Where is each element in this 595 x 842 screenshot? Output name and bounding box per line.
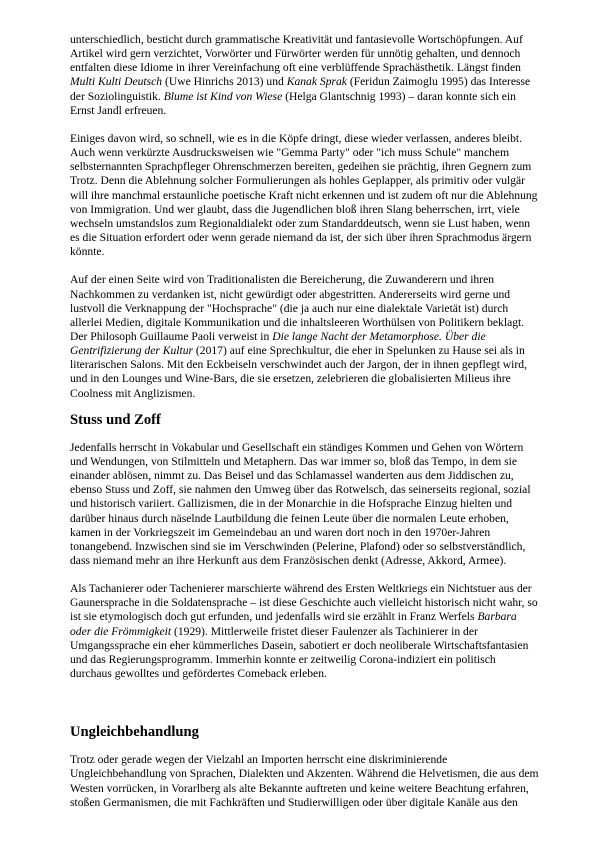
book-title-blume-ist-kind-von-wiese: Blume ist Kind von Wiese — [163, 89, 283, 103]
book-title-die-lange-nacht: Die lange Nacht der Metamorphose. Über die Gentrifizierung der Kultur — [70, 329, 486, 358]
paragraph-4: Jedenfalls herrscht in Vokabular und Gesellschaft ein ständiges Kommen und Gehen von Wörtern und Wendungen, von Stilmitteln und Metaphern. Das war immer so, bloß das Tempo, in dem sie einander ablösen, nimmt zu. Das Beisel und das Schlamassel wanderten aus dem Jiddischen zu, ebenso Stuss und Zoff, sie nahmen den Umweg über das Rotwelsch, das seinerseits regional, sozial und historisch variiert. Gallizismen, die in der Monarchie in die Hofsprache Einzug hielten und darüber hinaus durch näselnde Lautbildung die feinen Leute über die normalen Leute erhoben, kamen in der Vorkriegszeit im Gemeindebau an und waren dort noch in den 1970er-Jahren tonangebend. Inzwischen sind sie im Verschwinden (Pelerine, Plafond) oder so selbstverständlich, dass niemand mehr an ihre Herkunft aus dem Französischen denkt (Adresse, Akkord, Armee). — [70, 440, 531, 567]
section-heading-ungleichbehandlung: Ungleichbehandlung — [70, 724, 199, 741]
book-title-barbara-oder-die-froemmigkeit: Barbara oder die Frömmigkeit — [70, 610, 517, 638]
book-title-kanak-sprak: Kanak Sprak — [286, 75, 347, 89]
section-heading-stuss-und-zoff: Stuss und Zoff — [70, 411, 161, 428]
book-title-multi-kulti-deutsch: Multi Kulti Deutsch — [70, 75, 163, 89]
paragraph-5: Als Tachanierer oder Tachenierer marschierte während des Ersten Weltkriegs ein Nichtstuer aus der Gaunersprache in die Soldatensprache – ist diese Geschichte auch vielleicht historisch nicht wahr, so ist sie etymologisch doch gut erfunden, und jedenfalls wird sie erzählt in Franz Werfels Barbara oder die Frömmigkeit (1929). Mittlerweile fristet dieser Faulenzer als Tachinierer in der Umgangssprache ein eher kümmerliches Dasein, sabotiert er doch neoliberale Wirtschaftsfantasien und das Regierungsprogramm. Immerhin konnte er zeitweilig Corona-indiziert ein politisch durchaus gewolltes und gefördertes Comeback erleben. — [70, 582, 538, 681]
article-body — [70, 33, 540, 810]
paragraph-6: Trotz oder gerade wegen der Vielzahl an Importen herrscht eine diskriminierende Ungleichbehandlung von Sprachen, Dialekten und Akzenten. Während die Helvetismen, die aus dem Westen vorrücken, in Vorarlberg als alte Bekannte auftreten und keine weitere Beachtung erfahren, stoßen Germanismen, die mit Fachkräften und Studierwilligen oder über digitale Kanäle aus den — [70, 753, 539, 809]
paragraph-2: Einiges davon wird, so schnell, wie es in die Köpfe dringt, diese wieder verlassen, anderes bleibt. Auch wenn verkürzte Ausdrucksweisen wie "Gemma Party" oder "ich muss Schule" manchem selbsternannten Sprachpfleger Ohrenschmerzen bereiten, gedeihen sie prächtig, ihren Gegnern zum Trotz. Denn die Ablehnung solcher Formulierungen als hohles Geplapper, als primitiv oder vulgär will ihre manchmal erstaunliche poetische Kraft nicht erkennen und ist zudem oft nur die Ablehnung von Immigration. Und wer glaubt, dass die Jugendlichen bloß ihren Slang beherrschen, irrt, viele wechseln umstandslos zum Regionaldialekt oder zum Standarddeutsch, wenn sie Lust haben, wenn es die Situation erfordert oder wenn gerade niemand da ist, der sich über ihren Sprachmodus ärgern könnte. — [70, 131, 538, 259]
paragraph-1: unterschiedlich, besticht durch grammatische Kreativität und fantasievolle Wortschöpfungen. Auf Artikel wird gern verzichtet, Vorwörter und Fürwörter werden für unnötig gehalten, und dennoch entfalten diese Idiome in ihrer Vereinfachung oft eine verblüffende Sprachästhetik. Längst finden Multi Kulti Deutsch (Uwe Hinrichs 2013) und Kanak Sprak (Feridun Zaimoglu 1995) das Interesse der Soziolinguistik. Blume ist Kind von Wiese (Helga Glantschnig 1993) – daran konnte sich ein Ernst Jandl erfreuen. — [70, 33, 531, 117]
paragraph-3: Auf der einen Seite wird von Traditionalisten die Bereicherung, die Zuwanderern und ihren Nachkommen zu verdanken ist, nicht gewürdigt oder abgestritten. Andererseits wird gerne und lustvoll die Verknappung der "Hochsprache" (die ja auch nur eine dialektale Varietät ist) durch allerlei Medien, digitale Kommunikation und die inhaltsleeren Worthülsen von Politikern beklagt. Der Philosoph Guillaume Paoli verweist in Die lange Nacht der Metamorphose. Über die Gentrifizierung der Kultur (2017) auf eine Sprechkultur, die eher in Spelunken zu Hause sei als in literarischen Salons. Mit den Eckbeiseln verschwindet auch der Jargon, der in ihnen gepflegt wird, und in den Lounges und Wine-Bars, die sie ersetzen, zelebrieren die globalisierten Milieus ihre Coolness mit Anglizismen. — [70, 273, 527, 400]
